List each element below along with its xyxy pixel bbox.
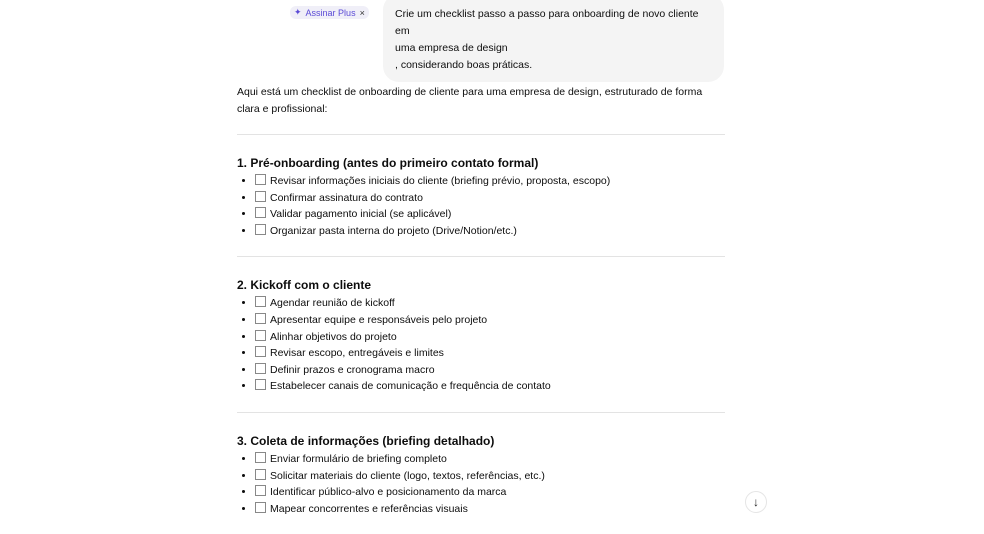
checkbox-icon xyxy=(255,485,266,496)
assistant-response xyxy=(237,84,725,534)
checkbox-icon xyxy=(255,313,266,324)
divider xyxy=(237,134,725,135)
user-message-line: uma empresa de design xyxy=(395,42,508,54)
divider xyxy=(237,256,725,257)
checklist-item-label: Definir prazos e cronograma macro xyxy=(270,363,435,376)
checkbox-icon xyxy=(255,174,266,185)
checkbox-icon xyxy=(255,502,266,513)
sparkle-icon: ✦ xyxy=(294,7,302,17)
response-intro: Aqui está um checklist de onboarding de cliente para uma empresa de design, estruturado de forma clara e profissional: xyxy=(237,86,703,115)
checkbox-icon xyxy=(255,469,266,480)
checklist-item xyxy=(255,468,725,485)
scroll-down-button[interactable] xyxy=(745,491,767,513)
checklist-item xyxy=(255,378,725,395)
checklist xyxy=(237,173,725,239)
checklist-item-label: Solicitar materiais do cliente (logo, textos, referências, etc.) xyxy=(270,469,545,482)
checklist-item xyxy=(255,206,725,223)
checklist-item-label: Estabelecer canais de comunicação e frequência de contato xyxy=(270,380,551,393)
checklist-item xyxy=(255,173,725,190)
checklist-item xyxy=(255,451,725,468)
upgrade-plus-label: Assinar Plus xyxy=(305,7,356,18)
checkbox-icon xyxy=(255,379,266,390)
checklist-item-label: Mapear concorrentes e referências visuais xyxy=(270,502,468,515)
user-message-line: Crie um checklist passo a passo para onboarding de novo cliente em xyxy=(395,8,699,37)
checklist-item xyxy=(255,190,725,207)
checklist-item xyxy=(255,223,725,240)
user-message-bubble xyxy=(383,0,724,82)
checklist-item-label: Organizar pasta interna do projeto (Drive/Notion/etc.) xyxy=(270,224,517,237)
checklist-item-label: Revisar informações iniciais do cliente (briefing prévio, proposta, escopo) xyxy=(270,175,611,187)
checklist-item-label: Revisar escopo, entregáveis e limites xyxy=(270,347,444,360)
close-icon[interactable]: × xyxy=(359,7,365,18)
section-heading: 1. Pré-onboarding (antes do primeiro contato formal) xyxy=(237,156,539,170)
checklist-item xyxy=(255,501,725,518)
checkbox-icon xyxy=(255,296,266,307)
checklist-item-label: Confirmar assinatura do contrato xyxy=(270,191,423,204)
checklist-item xyxy=(255,329,725,346)
upgrade-plus-button[interactable] xyxy=(290,6,369,19)
checkbox-icon xyxy=(255,363,266,374)
arrow-down-icon: ↓ xyxy=(753,495,759,509)
checklist-item-label: Validar pagamento inicial (se aplicável) xyxy=(270,208,452,221)
checklist xyxy=(237,295,725,395)
checklist-item xyxy=(255,362,725,379)
checklist-item-label: Agendar reunião de kickoff xyxy=(270,297,395,310)
user-message-line: , considerando boas práticas. xyxy=(395,59,533,71)
checkbox-icon xyxy=(255,207,266,218)
checklist-item xyxy=(255,484,725,501)
section-heading: 2. Kickoff com o cliente xyxy=(237,278,372,293)
checklist-item xyxy=(255,312,725,329)
checklist-item-label: Enviar formulário de briefing completo xyxy=(270,452,447,465)
checkbox-icon xyxy=(255,452,266,463)
checkbox-icon xyxy=(255,346,266,357)
section-heading: 3. Coleta de informações (briefing detalhado) xyxy=(237,433,495,448)
checklist-item-label: Identificar público-alvo e posicionamento da marca xyxy=(270,486,507,499)
checkbox-icon xyxy=(255,191,266,202)
checkbox-icon xyxy=(255,330,266,341)
checklist xyxy=(237,451,725,517)
divider xyxy=(237,412,725,413)
checkbox-icon xyxy=(255,224,266,235)
checklist-item xyxy=(255,295,725,312)
checklist-item-label: Alinhar objetivos do projeto xyxy=(270,330,397,343)
checklist-item-label: Apresentar equipe e responsáveis pelo projeto xyxy=(270,313,488,326)
checklist-item xyxy=(255,345,725,362)
